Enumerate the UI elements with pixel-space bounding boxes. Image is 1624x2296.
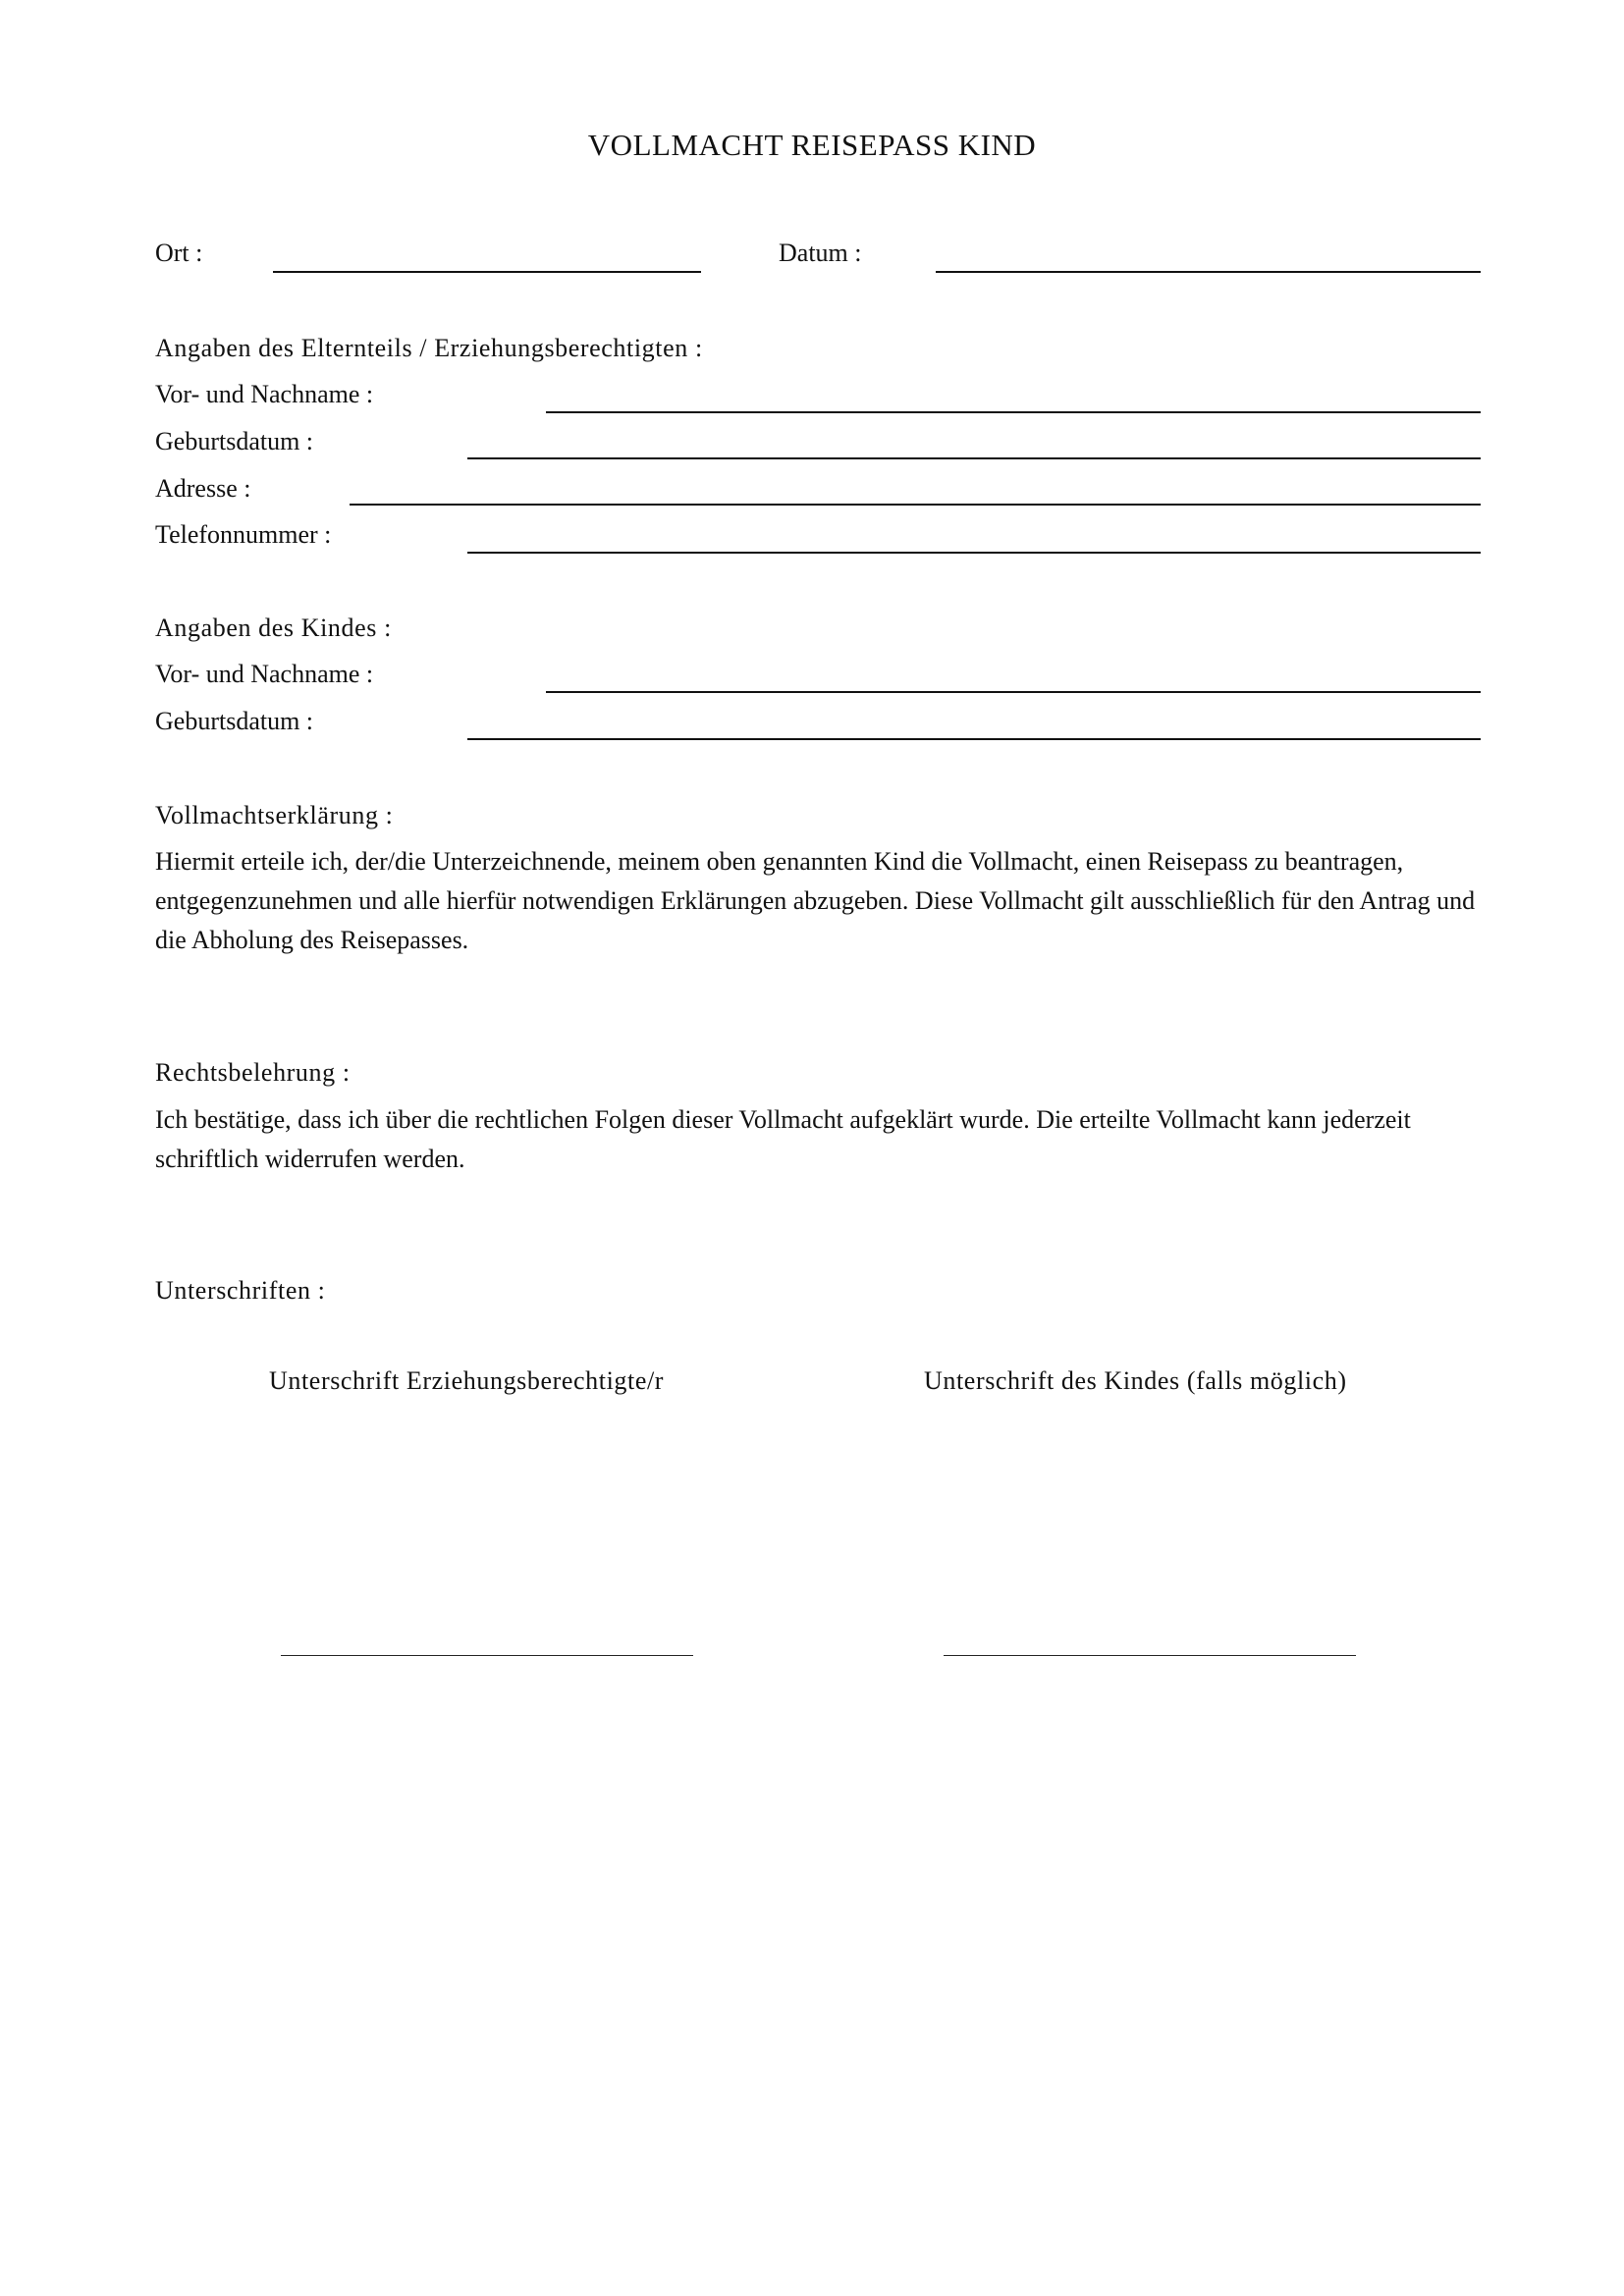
parent-section-heading: Angaben des Elternteils / Erziehungsberechtigten : xyxy=(155,334,703,362)
child-birthdate-field[interactable] xyxy=(467,738,1481,740)
guardian-signature-field[interactable] xyxy=(281,1655,693,1656)
child-section-heading: Angaben des Kindes : xyxy=(155,614,392,642)
parent-phone-field[interactable] xyxy=(467,552,1481,554)
legal-notice-heading: Rechtsbelehrung : xyxy=(155,1058,351,1087)
date-field[interactable] xyxy=(936,271,1481,273)
parent-phone-label: Telefonnummer : xyxy=(155,520,332,549)
parent-birthdate-label: Geburtsdatum : xyxy=(155,427,314,455)
legal-notice-text: Ich bestätige, dass ich über die rechtlichen Folgen dieser Vollmacht aufgeklärt wurde. Die erteilte Vollmacht kann jederzeit schriftlich widerrufen werden. xyxy=(155,1105,1411,1173)
place-label: Ort : xyxy=(155,239,203,267)
date-label: Datum : xyxy=(779,239,862,267)
parent-name-label: Vor- und Nachname : xyxy=(155,380,374,408)
child-signature-field[interactable] xyxy=(944,1655,1356,1656)
child-name-label: Vor- und Nachname : xyxy=(155,660,374,688)
child-name-field[interactable] xyxy=(546,691,1481,693)
declaration-text: Hiermit erteile ich, der/die Unterzeichnende, meinem oben genannten Kind die Vollmacht, einen Reisepass zu beantragen, entgegenzunehmen und alle hierfür notwendigen Erklärungen abzugeben. Diese Vollmacht gilt ausschließlich für den Antrag und die Abholung des Reisepasses. xyxy=(155,847,1476,954)
child-birthdate-label: Geburtsdatum : xyxy=(155,707,314,735)
parent-address-label: Adresse : xyxy=(155,474,251,503)
child-signature-label: Unterschrift des Kindes (falls möglich) xyxy=(924,1366,1347,1395)
parent-address-field[interactable] xyxy=(350,504,1481,506)
document-title: VOLLMACHT REISEPASS KIND xyxy=(587,128,1037,162)
parent-name-field[interactable] xyxy=(546,411,1481,413)
signatures-heading: Unterschriften : xyxy=(155,1276,326,1305)
parent-birthdate-field[interactable] xyxy=(467,457,1481,459)
place-field[interactable] xyxy=(273,271,701,273)
declaration-heading: Vollmachtserklärung : xyxy=(155,801,394,829)
guardian-signature-label: Unterschrift Erziehungsberechtigte/r xyxy=(269,1366,665,1395)
